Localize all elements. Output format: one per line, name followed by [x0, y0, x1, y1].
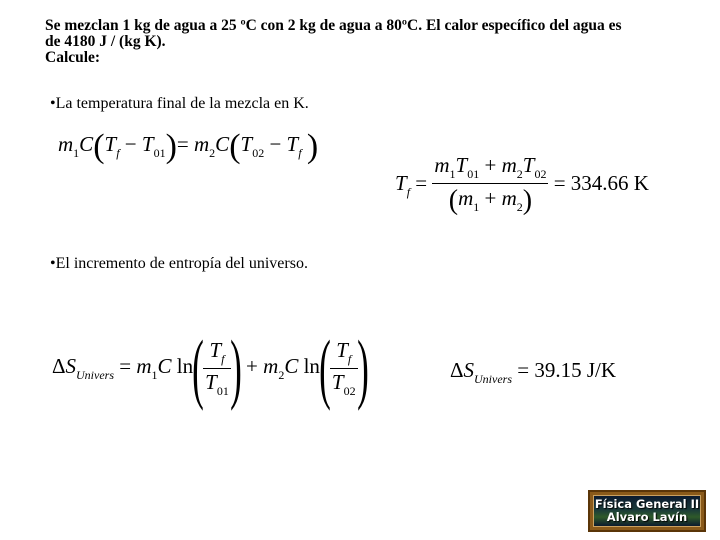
- entropy-result: $\Delta S_{Univers} = 39.15$ J/K: [450, 358, 617, 386]
- entropy-formula: $\Delta S_{Univers} = m_1C$ ln( $\frac{T_f}{T_{01}}$ ) + $m_2C$ ln( $\frac{T_f}{T_{02}}$ ): [52, 324, 369, 411]
- logo-author-name: Alvaro Lavín: [606, 510, 688, 524]
- energy-balance-equation: $m_1C(T_f - T_{01})= m_2C(T_{02} - T_f$ ): [58, 128, 319, 165]
- final-temperature-formula: $T_f$ = $\frac{m_1T_{01} + m_2T_{02}}{(m_1 + m_2)}$ = 334.66 K: [395, 153, 649, 216]
- entropy-result-value: = 39.15 J/K: [517, 358, 617, 382]
- problem-statement: [45, 18, 705, 66]
- final-temperature-result: = 334.66 K: [553, 170, 649, 195]
- final-temperature-fraction: $\frac{m_1T_{01} + m_2T_{02}}{(m_1 + m_2)}$: [434, 153, 547, 216]
- problem-line-3: Calcule:: [45, 49, 101, 66]
- problem-line-2: de 4180 J / (kg K).: [45, 33, 166, 50]
- part-b-label: •El incremento de entropía del universo.: [50, 255, 308, 272]
- logo-course-name: Física General II: [594, 497, 700, 511]
- part-a-label: •La temperatura final de la mezcla en K.: [50, 95, 309, 112]
- course-logo: [588, 490, 706, 532]
- problem-line-1: Se mezclan 1 kg de agua a 25 ºC con 2 kg de agua a 80ºC. El calor específico del agua es: [45, 17, 622, 34]
